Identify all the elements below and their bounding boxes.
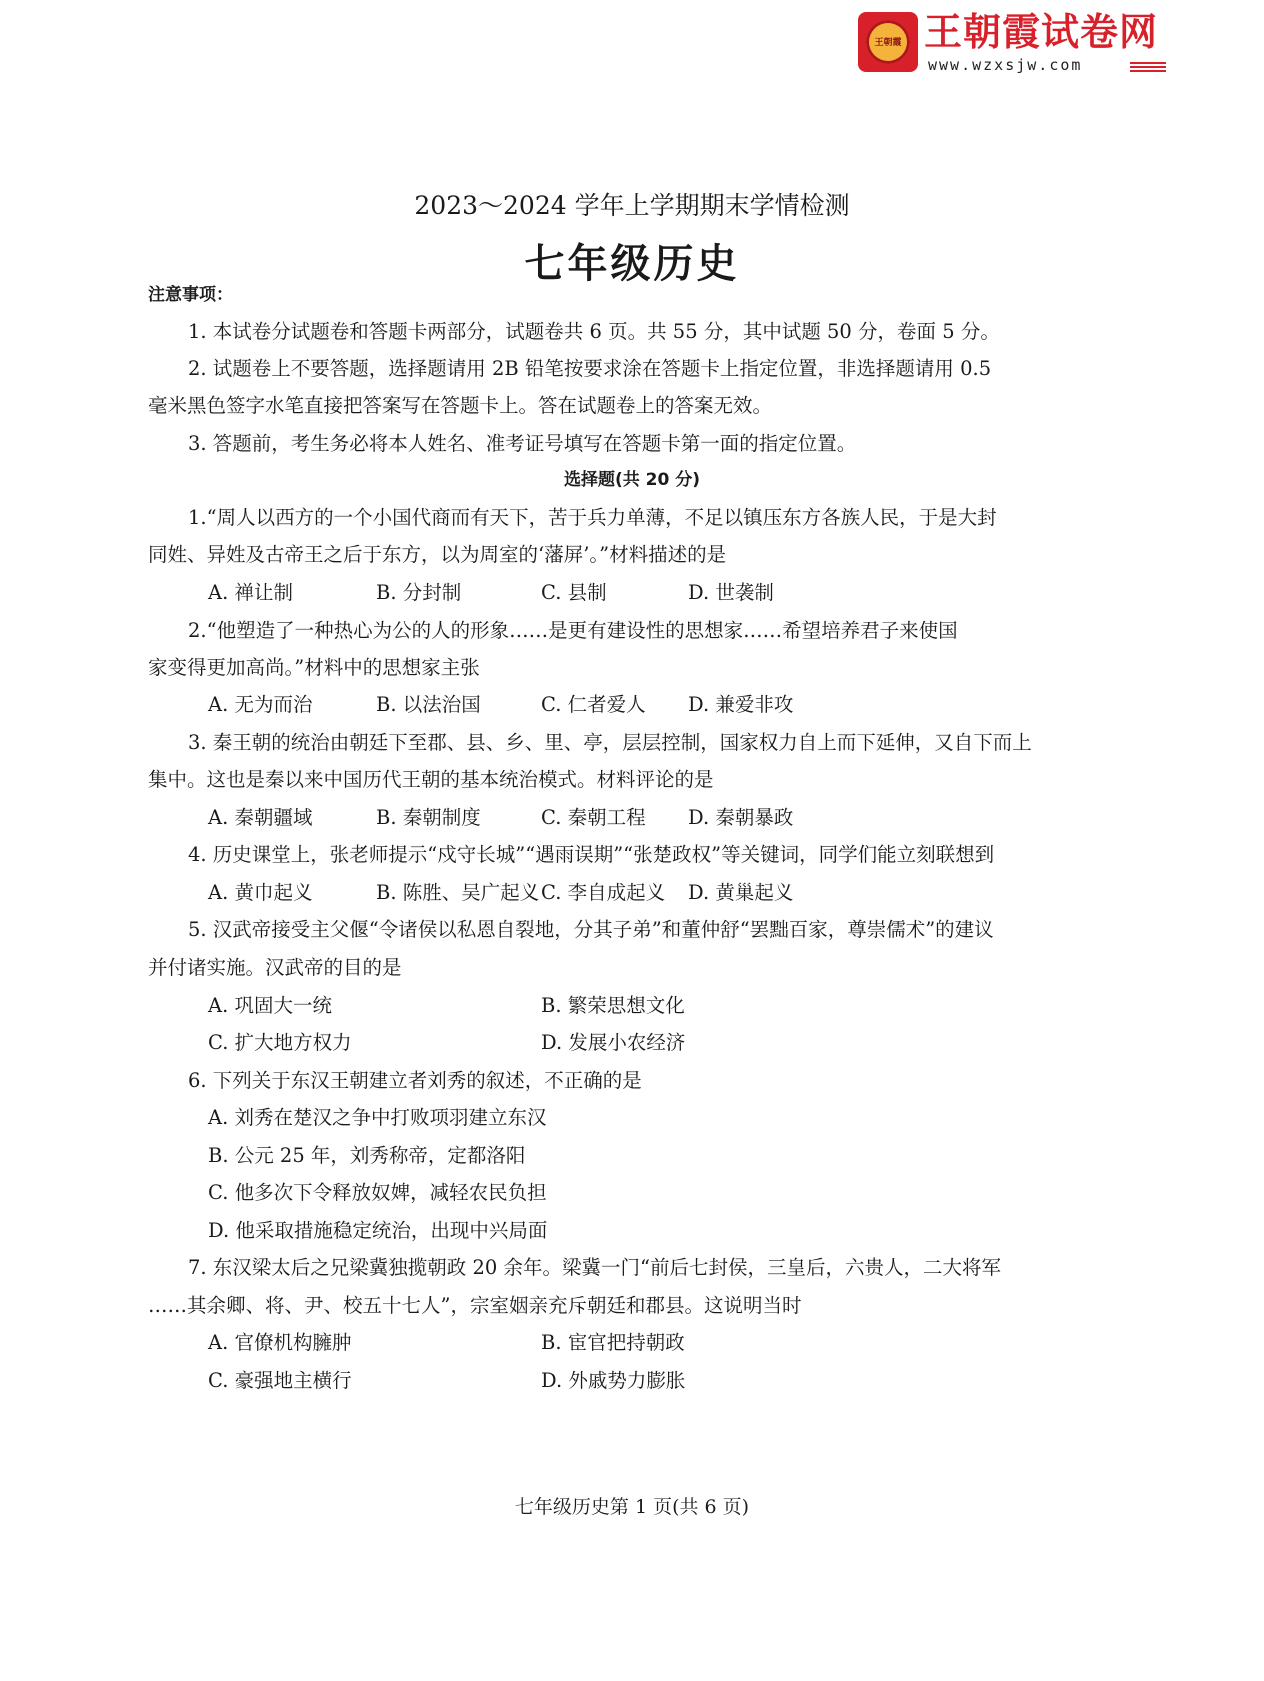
question-7-stem: 7. 东汉梁太后之兄梁冀独揽朝政 20 余年。梁冀一门“前后七封侯，三皇后，六贵人，二大将军 — [188, 1256, 1001, 1279]
question-1-option-a: A. 禅让制 — [208, 581, 293, 604]
question-1-option-c: C. 县制 — [541, 581, 607, 604]
question-1-option-d: D. 世袭制 — [688, 581, 774, 604]
question-7-option-b: B. 宦官把持朝政 — [541, 1331, 685, 1354]
question-5-stem: 5. 汉武帝接受主父偃“令诸侯以私恩自裂地，分其子弟”和董仲舒“罢黜百家，尊崇儒术”的建议 — [188, 918, 994, 941]
section-heading: 选择题(共 20 分) — [563, 470, 701, 490]
question-6-option-b: B. 公元 25 年，刘秀称帝，定都洛阳 — [208, 1144, 526, 1167]
question-6-stem: 6. 下列关于东汉王朝建立者刘秀的叙述，不正确的是 — [188, 1069, 642, 1092]
question-3-option-a: A. 秦朝疆域 — [208, 806, 313, 829]
question-4-option-b: B. 陈胜、吴广起义 — [376, 881, 540, 904]
question-4-option-a: A. 黄巾起义 — [208, 881, 313, 904]
notice-item: 毫米黑色签字水笔直接把答案写在答题卡上。答在试题卷上的答案无效。 — [148, 394, 773, 417]
question-3-stem: 集中。这也是秦以来中国历代王朝的基本统治模式。材料评论的是 — [148, 768, 714, 791]
question-2-option-b: B. 以法治国 — [376, 693, 481, 716]
question-1-stem: 同姓、异姓及古帝王之后于东方，以为周室的‘藩屏’。”材料描述的是 — [148, 543, 727, 566]
site-logo — [858, 10, 1168, 74]
question-5-stem: 并付诸实施。汉武帝的目的是 — [148, 956, 402, 979]
exam-title: 七年级历史 — [524, 240, 740, 287]
notice-item: 1. 本试卷分试题卷和答题卡两部分，试题卷共 6 页。共 55 分，其中试题 50 分，卷面 5 分。 — [188, 320, 1000, 343]
question-3-stem: 3. 秦王朝的统治由朝廷下至郡、县、乡、里、亭，层层控制，国家权力自上而下延伸，又自下而上 — [188, 731, 1032, 754]
question-5-option-c: C. 扩大地方权力 — [208, 1031, 352, 1054]
question-3-option-b: B. 秦朝制度 — [376, 806, 481, 829]
question-2-stem: 2.“他塑造了一种热心为公的人的形象……是更有建设性的思想家……希望培养君子来使国 — [188, 619, 958, 642]
question-2-stem: 家变得更加高尚。”材料中的思想家主张 — [148, 656, 480, 679]
question-4-option-d: D. 黄巢起义 — [688, 881, 794, 904]
question-5-option-d: D. 发展小农经济 — [541, 1031, 686, 1054]
notice-item: 2. 试题卷上不要答题，选择题请用 2B 铅笔按要求涂在答题卡上指定位置，非选择题请用 0.5 — [188, 357, 992, 380]
question-6-option-d: D. 他采取措施稳定统治，出现中兴局面 — [208, 1219, 548, 1242]
question-5-option-a: A. 巩固大一统 — [208, 994, 332, 1017]
notice-item: 3. 答题前，考生务必将本人姓名、准考证号填写在答题卡第一面的指定位置。 — [188, 432, 857, 455]
question-3-option-d: D. 秦朝暴政 — [688, 806, 794, 829]
question-6-option-a: A. 刘秀在楚汉之争中打败项羽建立东汉 — [208, 1106, 547, 1129]
question-7-option-d: D. 外戚势力膨胀 — [541, 1369, 686, 1392]
logo-badge-icon — [858, 12, 918, 72]
logo-lines-icon — [1130, 62, 1166, 72]
question-3-option-c: C. 秦朝工程 — [541, 806, 646, 829]
question-4-option-c: C. 李自成起义 — [541, 881, 666, 904]
question-2-option-d: D. 兼爱非攻 — [688, 693, 794, 716]
logo-badge-text: 王朝霞 — [874, 38, 902, 48]
question-7-stem: ……其余卿、将、尹、校五十七人”，宗室姻亲充斥朝廷和郡县。这说明当时 — [148, 1294, 802, 1317]
question-2-option-a: A. 无为而治 — [208, 693, 313, 716]
question-1-stem: 1.“周人以西方的一个小国代商而有天下，苦于兵力单薄，不足以镇压东方各族人民，于是大封 — [188, 506, 997, 529]
question-6-option-c: C. 他多次下令释放奴婢，减轻农民负担 — [208, 1181, 547, 1204]
notice-heading: 注意事项： — [148, 285, 233, 305]
question-7-option-c: C. 豪强地主横行 — [208, 1369, 352, 1392]
page-footer: 七年级历史第 1 页(共 6 页) — [514, 1496, 750, 1518]
logo-url: www.wzxsjw.com — [928, 56, 1083, 74]
question-5-option-b: B. 繁荣思想文化 — [541, 994, 685, 1017]
logo-name: 王朝霞试卷网 — [924, 10, 1159, 54]
question-2-option-c: C. 仁者爱人 — [541, 693, 646, 716]
question-7-option-a: A. 官僚机构臃肿 — [208, 1331, 352, 1354]
question-4-stem: 4. 历史课堂上，张老师提示“戍守长城”“遇雨误期”“张楚政权”等关键词，同学们能立刻联想到 — [188, 843, 995, 866]
exam-subtitle: 2023～2024 学年上学期期末学情检测 — [414, 191, 850, 220]
question-1-option-b: B. 分封制 — [376, 581, 462, 604]
